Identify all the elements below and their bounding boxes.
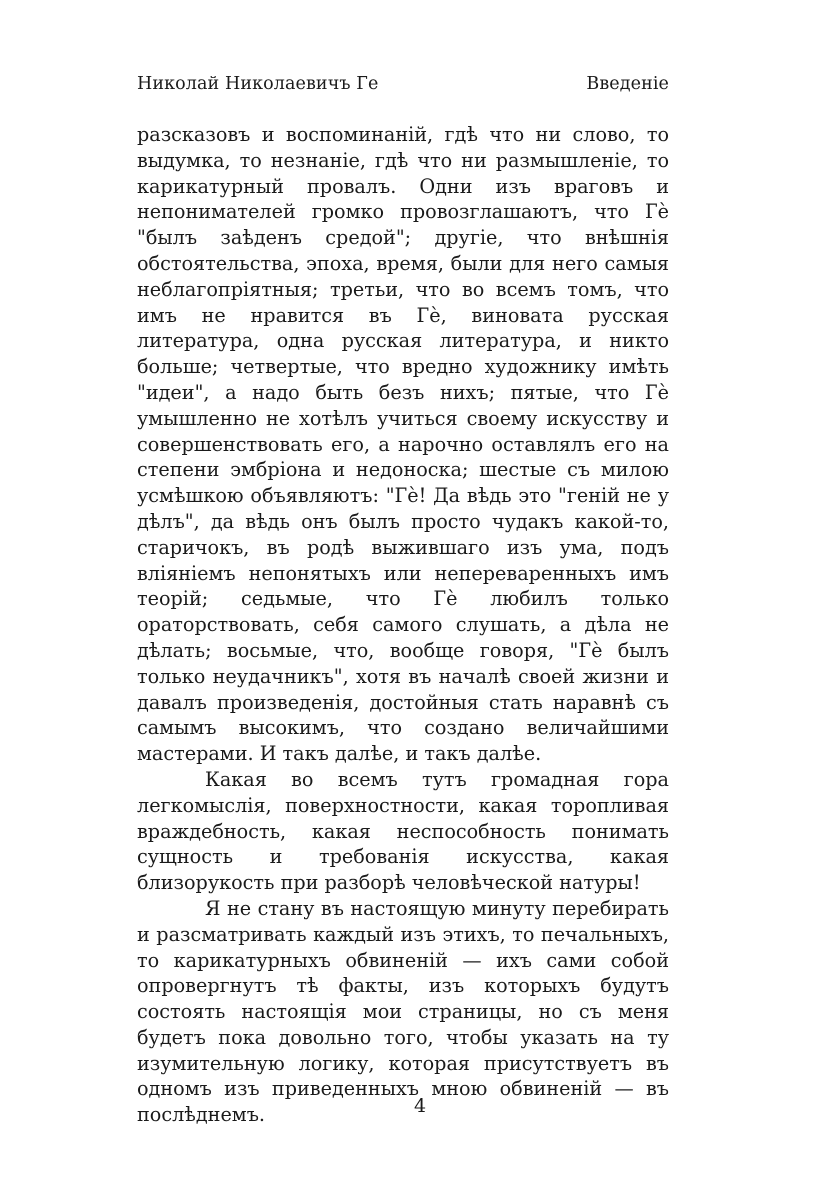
page-number: 4 (413, 1095, 427, 1117)
running-head (137, 72, 669, 96)
paragraph: Какая во всемъ тутъ громадная гора легкомыслія, поверхностности, какая торопливая враждебность, какая неспособность понимать сущность и требованія искусства, какая близорукость при разборѣ человѣческой натуры! (137, 767, 669, 895)
running-head-author: Николай Николаевичъ Ге (137, 74, 379, 94)
body-text (137, 122, 669, 1128)
paragraph-continued: разсказовъ и воспоминаній, гдѣ что ни слово, то выдумка, то незнаніе, гдѣ что ни размышленіе, то карикатурный провалъ. Одни изъ враговъ и непонимателей громко провозглашаютъ, что Гè "былъ заѣденъ средой"; другіе, что внѣшнія обстоятельства, эпоха, время, были для него самыя неблагопріятныя; третьи, что во всемъ томъ, что имъ не нравится въ Гè, виновата русская литература, одна русская литература, и никто больше; четвертые, что вредно художнику имѣть "идеи", а надо быть безъ нихъ; пятые, что Гè умышленно не хотѣлъ учиться своему искусству и совершенствовать его, а нарочно оставлялъ его на степени эмбріона и недоноска; шестые съ милою усмѣшкою объявляютъ: "Гè! Да вѣдь это "геній не у дѣлъ", да вѣдь онъ былъ просто чудакъ какой-то, старичокъ, въ родѣ выжившаго изъ ума, подъ вліяніемъ непонятыхъ или непереваренныхъ имъ теорій; седьмые, что Гè любилъ только ораторствовать, себя самого слушать, а дѣла не дѣлать; восьмые, что, вообще говоря, "Гè былъ только неудачникъ", хотя въ началѣ своей жизни и давалъ произведенія, достойныя стать наравнѣ съ самымъ высокимъ, что создано величайшими мастерами. И такъ далѣе, и такъ далѣе. (137, 123, 669, 766)
running-head-section: Введеніе (586, 74, 669, 94)
paragraph: Я не стану въ настоящую минуту перебирать и разсматривать каждый изъ этихъ, то печальныхъ, то карикатурныхъ обвиненій — ихъ сами собой опровергнутъ тѣ факты, изъ которыхъ будутъ состоять настоящія мои страницы, но съ меня будетъ пока довольно того, чтобы указать на ту изумительную логику, которая присутствуетъ въ одномъ изъ приведенныхъ мною обвиненій — въ послѣднемъ. (137, 896, 669, 1127)
